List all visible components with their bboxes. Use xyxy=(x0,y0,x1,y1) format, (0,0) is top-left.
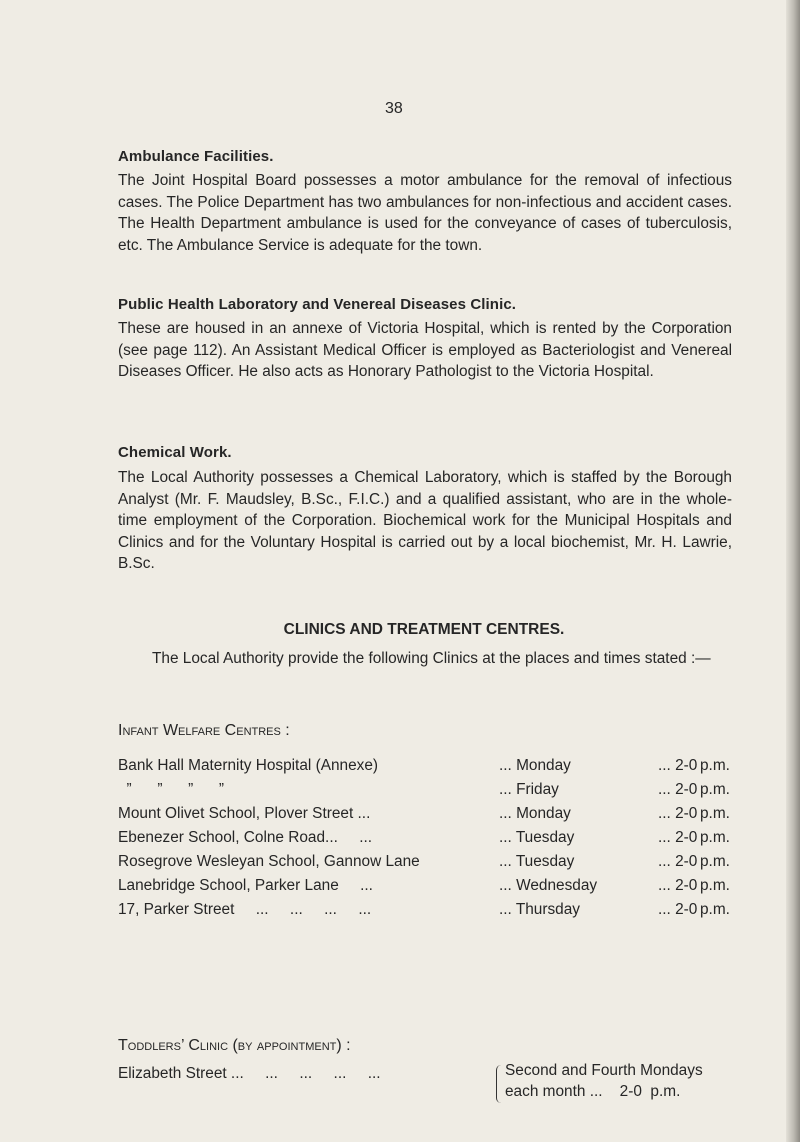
clinic-row xyxy=(118,757,758,779)
ambulance-heading: Ambulance Facilities. xyxy=(118,148,274,165)
chemical-heading: Chemical Work. xyxy=(118,444,232,461)
toddlers-clinic-heading: Toddlers’ Clinic (by appointment) : xyxy=(118,1037,351,1054)
clinic-ampm: p.m. xyxy=(700,853,730,870)
clinic-ampm: p.m. xyxy=(700,781,730,798)
clinic-ampm: p.m. xyxy=(700,901,730,918)
clinic-row xyxy=(118,853,758,875)
clinic-place: 17, Parker Street ... ... ... ... xyxy=(118,901,372,918)
toddlers-schedule-line xyxy=(505,1062,745,1084)
clinic-row xyxy=(118,877,758,899)
clinic-place: Lanebridge School, Parker Lane ... xyxy=(118,877,373,894)
clinic-day: ... Tuesday xyxy=(499,829,575,846)
clinic-row xyxy=(118,781,758,803)
clinic-row xyxy=(118,829,758,851)
toddlers-schedule-text: each month ... 2-0 p.m. xyxy=(505,1083,681,1100)
clinic-time: ... 2-0 xyxy=(658,877,698,894)
clinic-place: Ebenezer School, Colne Road... ... xyxy=(118,829,373,846)
clinic-time: ... 2-0 xyxy=(658,781,698,798)
toddlers-place: Elizabeth Street ... ... ... ... ... xyxy=(118,1065,381,1082)
clinic-place-ditto: ” ” ” ” xyxy=(118,781,225,798)
clinic-day: ... Wednesday xyxy=(499,877,598,894)
clinic-day: ... Monday xyxy=(499,805,571,822)
clinics-title: CLINICS AND TREATMENT CENTRES. xyxy=(283,621,565,638)
clinic-place: Mount Olivet School, Plover Street ... xyxy=(118,805,371,822)
page-number: 38 xyxy=(385,100,403,117)
laboratory-heading: Public Health Laboratory and Venereal Diseases Clinic. xyxy=(118,296,517,313)
clinic-ampm: p.m. xyxy=(700,829,730,846)
clinic-row xyxy=(118,901,758,923)
clinic-time: ... 2-0 xyxy=(658,829,698,846)
clinic-ampm: p.m. xyxy=(700,805,730,822)
clinic-day: ... Tuesday xyxy=(499,853,575,870)
clinic-place: Rosegrove Wesleyan School, Gannow Lane xyxy=(118,853,420,870)
chemical-paragraph: The Local Authority possesses a Chemical Laboratory, which is staffed by the Borough Analyst (Mr. F. Maudsley, B.Sc., F.I.C.) and a qualified assistant, who are in the whole-time employment of the Corporation. Biochemical work for the Municipal Hospitals and Clinics and for the Voluntary Hospital is carried out by a local biochemist, Mr. H. Lawrie, B.Sc. xyxy=(118,469,732,573)
clinic-time: ... 2-0 xyxy=(658,901,698,918)
toddlers-schedule-line xyxy=(505,1083,745,1105)
ambulance-paragraph: The Joint Hospital Board possesses a motor ambulance for the removal of infectious cases. The Police Department has two ambulances for non-infectious and accident cases. The Health Department ambulance is used for the conveyance of cases of tuberculosis, etc. The Ambulance Service is adequate for the town. xyxy=(118,172,732,254)
clinics-intro: The Local Authority provide the following Clinics at the places and times stated :— xyxy=(152,650,711,667)
infant-welfare-heading: Infant Welfare Centres : xyxy=(118,722,290,739)
clinic-row xyxy=(118,805,758,827)
clinic-day: ... Friday xyxy=(499,781,559,798)
brace-mark xyxy=(496,1065,501,1103)
clinic-day: ... Thursday xyxy=(499,901,580,918)
toddlers-schedule-text: Second and Fourth Mondays xyxy=(505,1062,703,1079)
clinic-time: ... 2-0 xyxy=(658,805,698,822)
page-edge-shadow xyxy=(786,0,800,1142)
clinic-day: ... Monday xyxy=(499,757,571,774)
laboratory-paragraph: These are housed in an annexe of Victoria Hospital, which is rented by the Corporation (see page 112). An Assistant Medical Officer is employed as Bacteriologist and Venereal Diseases Officer. He also acts as Honorary Pathologist to the Victoria Hospital. xyxy=(118,320,732,381)
clinic-time: ... 2-0 xyxy=(658,853,698,870)
clinic-ampm: p.m. xyxy=(700,757,730,774)
clinic-ampm: p.m. xyxy=(700,877,730,894)
clinic-place: Bank Hall Maternity Hospital (Annexe) xyxy=(118,757,379,774)
clinic-time: ... 2-0 xyxy=(658,757,698,774)
